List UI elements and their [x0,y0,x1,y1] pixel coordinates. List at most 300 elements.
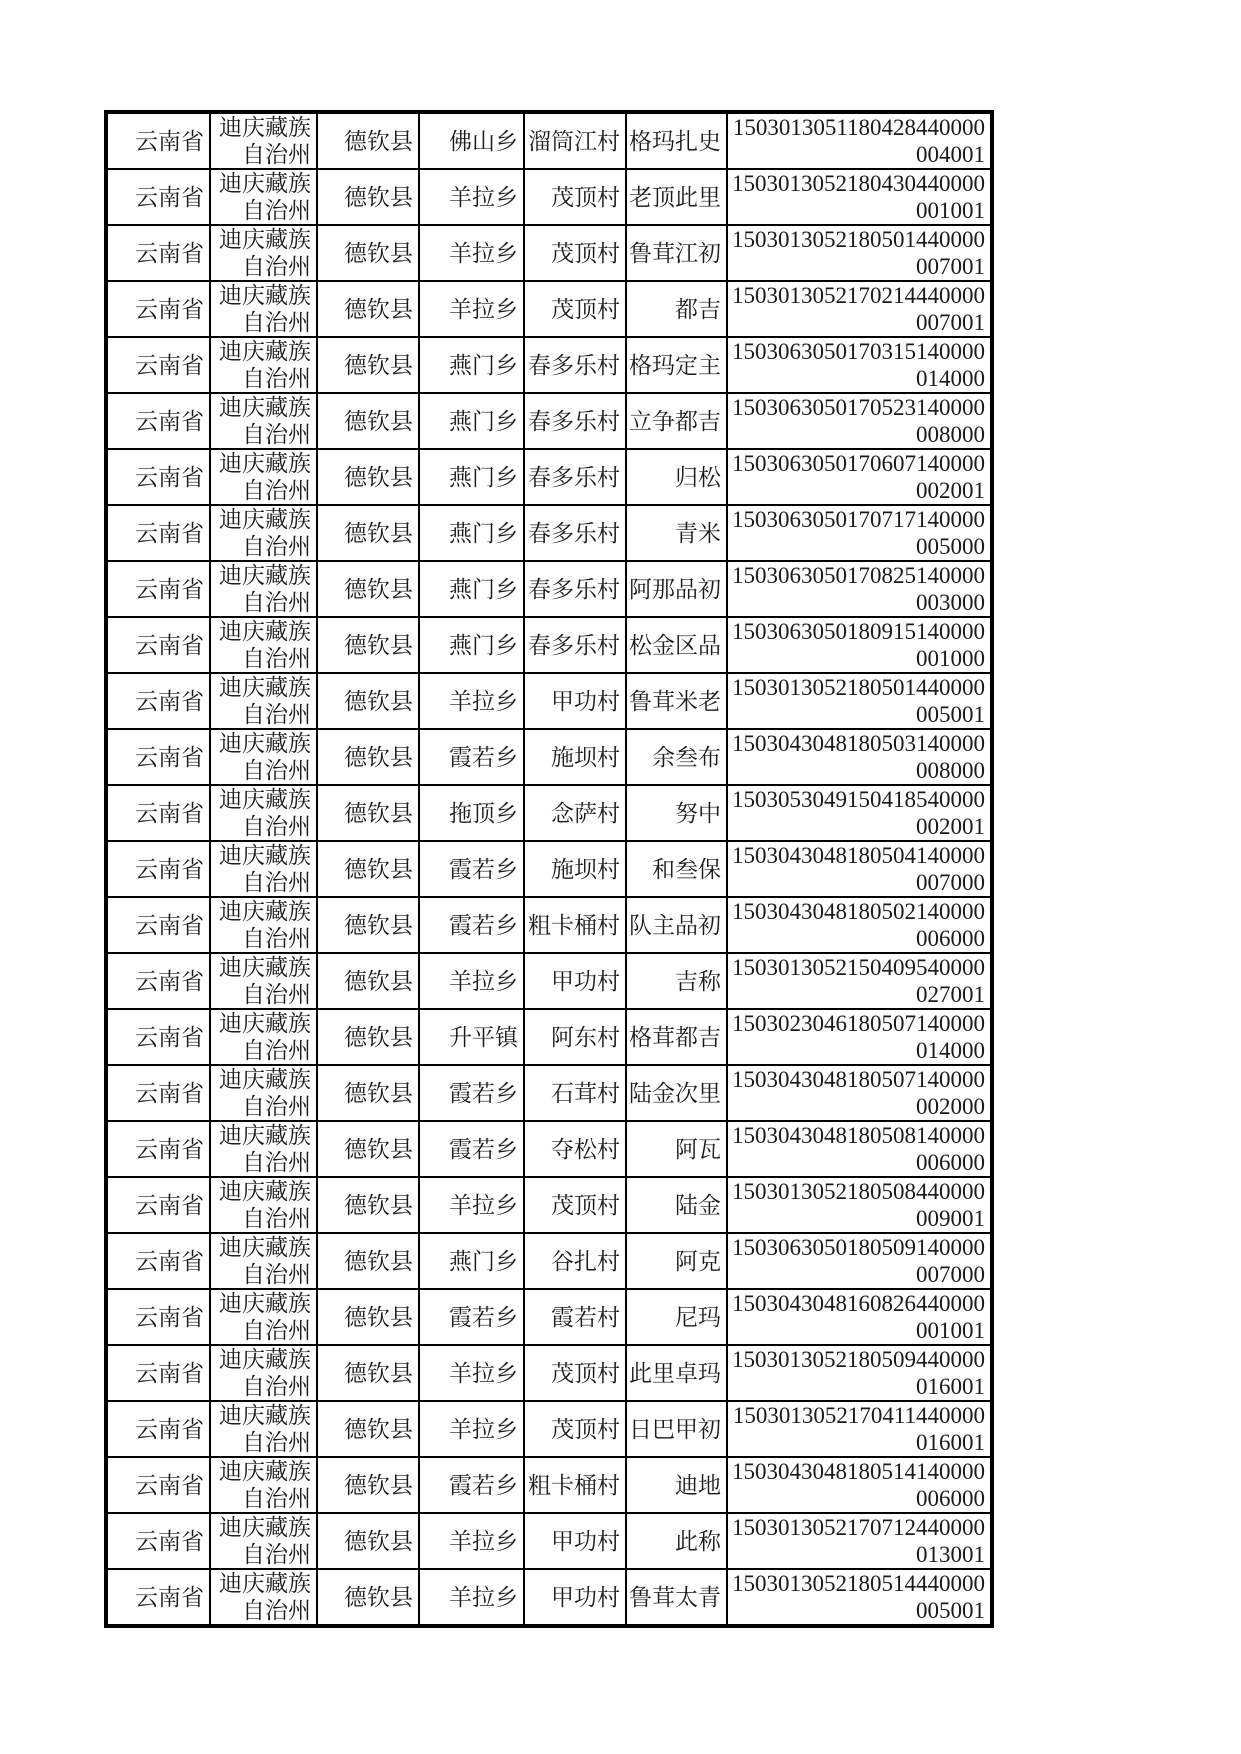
prefecture-line-1: 迪庆藏族 [219,1515,311,1540]
cell-prefecture [210,841,317,897]
cell-township: 燕门乡 [419,561,524,617]
cell-village: 春多乐村 [524,337,626,393]
id-number-line-2: 016001 [916,1430,985,1455]
cell-county: 德钦县 [317,393,419,449]
cell-prefecture [210,729,317,785]
prefecture-line-1: 迪庆藏族 [219,619,311,644]
id-number-line-1: 1503013052150409540000 [732,955,985,980]
table-row [106,449,992,505]
prefecture-line-2: 自治州 [242,1038,311,1063]
cell-person-name: 阿克 [626,1233,727,1289]
cell-id-number [727,225,992,281]
prefecture-line-1: 迪庆藏族 [219,1123,311,1148]
cell-county: 德钦县 [317,841,419,897]
table-row [106,897,992,953]
cell-village: 春多乐村 [524,617,626,673]
id-number-line-1: 1503013052180514440000 [732,1571,985,1596]
cell-person-name: 鲁茸太青 [626,1569,727,1626]
id-number-line-2: 027001 [916,982,985,1007]
cell-person-name: 格玛定主 [626,337,727,393]
table-row [106,1121,992,1177]
cell-county: 德钦县 [317,729,419,785]
id-number-line-2: 001001 [916,198,985,223]
cell-village: 粗卡桶村 [524,1457,626,1513]
cell-person-name: 格玛扎史 [626,112,727,169]
cell-person-name: 尼玛 [626,1289,727,1345]
cell-township: 拖顶乡 [419,785,524,841]
prefecture-line-1: 迪庆藏族 [219,507,311,532]
cell-village: 茂顶村 [524,1345,626,1401]
id-number-line-2: 007001 [916,310,985,335]
cell-county: 德钦县 [317,561,419,617]
id-number-line-1: 1503013052170411440000 [732,1403,985,1428]
id-number-line-2: 002001 [916,478,985,503]
table-row [106,953,992,1009]
cell-id-number [727,785,992,841]
cell-id-number [727,1569,992,1626]
cell-county: 德钦县 [317,1457,419,1513]
prefecture-line-1: 迪庆藏族 [219,227,311,252]
cell-province: 云南省 [106,1065,210,1121]
table-row [106,1233,992,1289]
cell-township: 霞若乡 [419,897,524,953]
id-number-line-1: 1503053049150418540000 [732,787,985,812]
cell-township: 羊拉乡 [419,281,524,337]
cell-id-number [727,1065,992,1121]
prefecture-line-1: 迪庆藏族 [219,731,311,756]
cell-person-name: 鲁茸江初 [626,225,727,281]
prefecture-line-2: 自治州 [242,814,311,839]
prefecture-line-2: 自治州 [242,366,311,391]
cell-id-number [727,1009,992,1065]
prefecture-line-1: 迪庆藏族 [219,115,311,140]
cell-county: 德钦县 [317,1513,419,1569]
cell-township: 羊拉乡 [419,1401,524,1457]
prefecture-line-1: 迪庆藏族 [219,1067,311,1092]
table-row [106,112,992,169]
table-row [106,1569,992,1626]
prefecture-line-2: 自治州 [242,422,311,447]
cell-person-name: 陆金 [626,1177,727,1233]
cell-province: 云南省 [106,1233,210,1289]
id-number-line-1: 1503013052180501440000 [732,675,985,700]
cell-village: 茂顶村 [524,1401,626,1457]
cell-county: 德钦县 [317,1345,419,1401]
cell-prefecture [210,225,317,281]
cell-prefecture [210,337,317,393]
cell-township: 羊拉乡 [419,953,524,1009]
cell-person-name: 迪地 [626,1457,727,1513]
cell-township: 燕门乡 [419,617,524,673]
cell-person-name: 立争都吉 [626,393,727,449]
table-row [106,337,992,393]
id-number-line-2: 002001 [916,814,985,839]
cell-village: 甲功村 [524,1513,626,1569]
cell-person-name: 老顶此里 [626,169,727,225]
cell-id-number [727,1345,992,1401]
id-number-line-1: 1503013052180509440000 [732,1347,985,1372]
cell-village: 茂顶村 [524,169,626,225]
cell-township: 羊拉乡 [419,169,524,225]
cell-prefecture [210,1289,317,1345]
prefecture-line-2: 自治州 [242,1150,311,1175]
prefecture-line-1: 迪庆藏族 [219,171,311,196]
cell-person-name: 吉称 [626,953,727,1009]
cell-prefecture [210,897,317,953]
cell-id-number [727,1401,992,1457]
prefecture-line-1: 迪庆藏族 [219,675,311,700]
cell-province: 云南省 [106,953,210,1009]
prefecture-line-1: 迪庆藏族 [219,1347,311,1372]
prefecture-line-1: 迪庆藏族 [219,1011,311,1036]
cell-province: 云南省 [106,729,210,785]
id-number-line-2: 005000 [916,534,985,559]
cell-county: 德钦县 [317,281,419,337]
cell-province: 云南省 [106,1121,210,1177]
id-number-line-1: 1503043048180504140000 [732,843,985,868]
cell-village: 施坝村 [524,729,626,785]
cell-person-name: 鲁茸米老 [626,673,727,729]
id-number-line-1: 1503043048180502140000 [732,899,985,924]
cell-township: 升平镇 [419,1009,524,1065]
table-row [106,1009,992,1065]
cell-province: 云南省 [106,449,210,505]
cell-id-number [727,1457,992,1513]
cell-province: 云南省 [106,1177,210,1233]
cell-province: 云南省 [106,281,210,337]
prefecture-line-2: 自治州 [242,982,311,1007]
cell-village: 甲功村 [524,1569,626,1626]
prefecture-line-1: 迪庆藏族 [219,955,311,980]
cell-person-name: 都吉 [626,281,727,337]
id-number-line-1: 1503063050170825140000 [732,563,985,588]
cell-province: 云南省 [106,785,210,841]
cell-id-number [727,393,992,449]
cell-province: 云南省 [106,337,210,393]
table-body [106,112,992,1626]
cell-person-name: 此里卓玛 [626,1345,727,1401]
cell-id-number [727,1177,992,1233]
cell-province: 云南省 [106,505,210,561]
cell-county: 德钦县 [317,1401,419,1457]
prefecture-line-2: 自治州 [242,1598,311,1623]
cell-id-number [727,561,992,617]
prefecture-line-2: 自治州 [242,142,311,167]
cell-province: 云南省 [106,1401,210,1457]
spreadsheet-page [104,110,994,1628]
id-number-line-1: 1503063050170523140000 [732,395,985,420]
id-number-line-2: 006000 [916,926,985,951]
cell-prefecture [210,1401,317,1457]
id-number-line-1: 1503043048160826440000 [732,1291,985,1316]
table-row [106,1177,992,1233]
cell-village: 施坝村 [524,841,626,897]
prefecture-line-2: 自治州 [242,1094,311,1119]
id-number-line-2: 008000 [916,422,985,447]
id-number-line-2: 014000 [916,366,985,391]
cell-province: 云南省 [106,897,210,953]
cell-village: 阿东村 [524,1009,626,1065]
prefecture-line-1: 迪庆藏族 [219,1459,311,1484]
cell-village: 甲功村 [524,673,626,729]
table-row [106,729,992,785]
cell-county: 德钦县 [317,1233,419,1289]
cell-person-name: 队主品初 [626,897,727,953]
cell-id-number [727,112,992,169]
cell-township: 羊拉乡 [419,225,524,281]
cell-person-name: 青米 [626,505,727,561]
prefecture-line-2: 自治州 [242,590,311,615]
prefecture-line-1: 迪庆藏族 [219,1179,311,1204]
cell-township: 羊拉乡 [419,1513,524,1569]
cell-prefecture [210,785,317,841]
cell-province: 云南省 [106,673,210,729]
cell-village: 夺松村 [524,1121,626,1177]
prefecture-line-2: 自治州 [242,478,311,503]
id-number-line-2: 006000 [916,1486,985,1511]
cell-prefecture [210,393,317,449]
cell-village: 谷扎村 [524,1233,626,1289]
cell-township: 燕门乡 [419,393,524,449]
cell-county: 德钦县 [317,1121,419,1177]
cell-prefecture [210,561,317,617]
prefecture-line-1: 迪庆藏族 [219,283,311,308]
cell-village: 茂顶村 [524,225,626,281]
id-number-line-1: 1503013052180508440000 [732,1179,985,1204]
cell-county: 德钦县 [317,617,419,673]
cell-township: 霞若乡 [419,1457,524,1513]
cell-province: 云南省 [106,1289,210,1345]
cell-village: 茂顶村 [524,281,626,337]
cell-county: 德钦县 [317,169,419,225]
cell-person-name: 归松 [626,449,727,505]
cell-province: 云南省 [106,393,210,449]
cell-id-number [727,1121,992,1177]
cell-id-number [727,449,992,505]
cell-person-name: 陆金次里 [626,1065,727,1121]
cell-person-name: 余叁布 [626,729,727,785]
cell-province: 云南省 [106,1457,210,1513]
cell-village: 粗卡桶村 [524,897,626,953]
cell-prefecture [210,1121,317,1177]
cell-township: 羊拉乡 [419,673,524,729]
cell-township: 羊拉乡 [419,1177,524,1233]
cell-township: 羊拉乡 [419,1569,524,1626]
id-number-line-1: 1503013052170214440000 [732,283,985,308]
cell-person-name: 格茸都吉 [626,1009,727,1065]
prefecture-line-2: 自治州 [242,926,311,951]
table-row [106,1457,992,1513]
table-row [106,617,992,673]
table-row [106,505,992,561]
cell-prefecture [210,1065,317,1121]
table-row [106,785,992,841]
cell-prefecture [210,1009,317,1065]
prefecture-line-2: 自治州 [242,758,311,783]
table-row [106,225,992,281]
cell-person-name: 松金区品 [626,617,727,673]
cell-township: 霞若乡 [419,1289,524,1345]
cell-prefecture [210,1513,317,1569]
table-row [106,393,992,449]
cell-province: 云南省 [106,169,210,225]
cell-township: 霞若乡 [419,1121,524,1177]
prefecture-line-1: 迪庆藏族 [219,843,311,868]
cell-prefecture [210,449,317,505]
cell-id-number [727,1513,992,1569]
cell-village: 霞若村 [524,1289,626,1345]
cell-village: 念萨村 [524,785,626,841]
cell-prefecture [210,617,317,673]
cell-id-number [727,281,992,337]
id-number-line-2: 005001 [916,702,985,727]
prefecture-line-2: 自治州 [242,1374,311,1399]
cell-prefecture [210,505,317,561]
id-number-line-2: 001001 [916,1318,985,1343]
prefecture-line-2: 自治州 [242,534,311,559]
prefecture-line-2: 自治州 [242,646,311,671]
id-number-line-2: 005001 [916,1598,985,1623]
prefecture-line-1: 迪庆藏族 [219,1291,311,1316]
table-row [106,1345,992,1401]
cell-county: 德钦县 [317,225,419,281]
cell-county: 德钦县 [317,337,419,393]
id-number-line-2: 009001 [916,1206,985,1231]
cell-id-number [727,617,992,673]
id-number-line-1: 1503063050170607140000 [732,451,985,476]
cell-county: 德钦县 [317,1569,419,1626]
cell-id-number [727,1289,992,1345]
cell-id-number [727,897,992,953]
cell-village: 茂顶村 [524,1177,626,1233]
cell-province: 云南省 [106,1009,210,1065]
cell-township: 燕门乡 [419,449,524,505]
prefecture-line-1: 迪庆藏族 [219,1235,311,1260]
cell-prefecture [210,1569,317,1626]
id-number-line-1: 1503013052180430440000 [732,171,985,196]
cell-township: 燕门乡 [419,337,524,393]
table-row [106,673,992,729]
cell-prefecture [210,1345,317,1401]
cell-person-name: 努中 [626,785,727,841]
prefecture-line-2: 自治州 [242,870,311,895]
prefecture-line-1: 迪庆藏族 [219,1403,311,1428]
prefecture-line-2: 自治州 [242,198,311,223]
cell-county: 德钦县 [317,1065,419,1121]
prefecture-line-2: 自治州 [242,1262,311,1287]
cell-province: 云南省 [106,225,210,281]
table-row [106,169,992,225]
cell-township: 佛山乡 [419,112,524,169]
cell-id-number [727,953,992,1009]
id-number-line-2: 001000 [916,646,985,671]
population-table [104,110,994,1628]
cell-person-name: 日巴甲初 [626,1401,727,1457]
cell-person-name: 此称 [626,1513,727,1569]
prefecture-line-1: 迪庆藏族 [219,787,311,812]
cell-township: 霞若乡 [419,841,524,897]
cell-county: 德钦县 [317,449,419,505]
cell-village: 甲功村 [524,953,626,1009]
id-number-line-1: 1503043048180503140000 [732,731,985,756]
cell-county: 德钦县 [317,1289,419,1345]
cell-township: 羊拉乡 [419,1345,524,1401]
id-number-line-1: 1503063050170717140000 [732,507,985,532]
cell-village: 溜筒江村 [524,112,626,169]
id-number-line-1: 1503063050180915140000 [732,619,985,644]
cell-province: 云南省 [106,561,210,617]
cell-prefecture [210,1233,317,1289]
cell-county: 德钦县 [317,953,419,1009]
id-number-line-2: 007001 [916,254,985,279]
prefecture-line-2: 自治州 [242,1430,311,1455]
id-number-line-1: 1503023046180507140000 [732,1011,985,1036]
id-number-line-2: 016001 [916,1374,985,1399]
cell-county: 德钦县 [317,1009,419,1065]
cell-person-name: 和叁保 [626,841,727,897]
id-number-line-1: 1503043048180514140000 [732,1459,985,1484]
cell-prefecture [210,112,317,169]
cell-prefecture [210,281,317,337]
cell-id-number [727,505,992,561]
cell-village: 春多乐村 [524,561,626,617]
prefecture-line-1: 迪庆藏族 [219,451,311,476]
cell-county: 德钦县 [317,785,419,841]
cell-village: 春多乐村 [524,505,626,561]
prefecture-line-2: 自治州 [242,254,311,279]
cell-prefecture [210,169,317,225]
id-number-line-1: 1503063050180509140000 [732,1235,985,1260]
cell-township: 燕门乡 [419,505,524,561]
table-row [106,841,992,897]
prefecture-line-2: 自治州 [242,702,311,727]
table-row [106,1289,992,1345]
cell-person-name: 阿那品初 [626,561,727,617]
table-row [106,561,992,617]
id-number-line-2: 006000 [916,1150,985,1175]
prefecture-line-1: 迪庆藏族 [219,339,311,364]
prefecture-line-2: 自治州 [242,1486,311,1511]
id-number-line-2: 002000 [916,1094,985,1119]
cell-province: 云南省 [106,841,210,897]
cell-county: 德钦县 [317,505,419,561]
cell-id-number [727,673,992,729]
cell-person-name: 阿瓦 [626,1121,727,1177]
cell-id-number [727,1233,992,1289]
cell-county: 德钦县 [317,673,419,729]
id-number-line-1: 1503013052170712440000 [732,1515,985,1540]
cell-township: 霞若乡 [419,1065,524,1121]
prefecture-line-2: 自治州 [242,1542,311,1567]
id-number-line-1: 1503063050170315140000 [732,339,985,364]
cell-province: 云南省 [106,1569,210,1626]
prefecture-line-1: 迪庆藏族 [219,1571,311,1596]
table-row [106,1065,992,1121]
id-number-line-2: 008000 [916,758,985,783]
cell-id-number [727,729,992,785]
cell-prefecture [210,953,317,1009]
cell-village: 石茸村 [524,1065,626,1121]
prefecture-line-2: 自治州 [242,310,311,335]
id-number-line-2: 007000 [916,870,985,895]
prefecture-line-2: 自治州 [242,1206,311,1231]
prefecture-line-1: 迪庆藏族 [219,563,311,588]
cell-id-number [727,169,992,225]
id-number-line-2: 014000 [916,1038,985,1063]
id-number-line-1: 1503013052180501440000 [732,227,985,252]
cell-province: 云南省 [106,1513,210,1569]
id-number-line-1: 1503043048180508140000 [732,1123,985,1148]
